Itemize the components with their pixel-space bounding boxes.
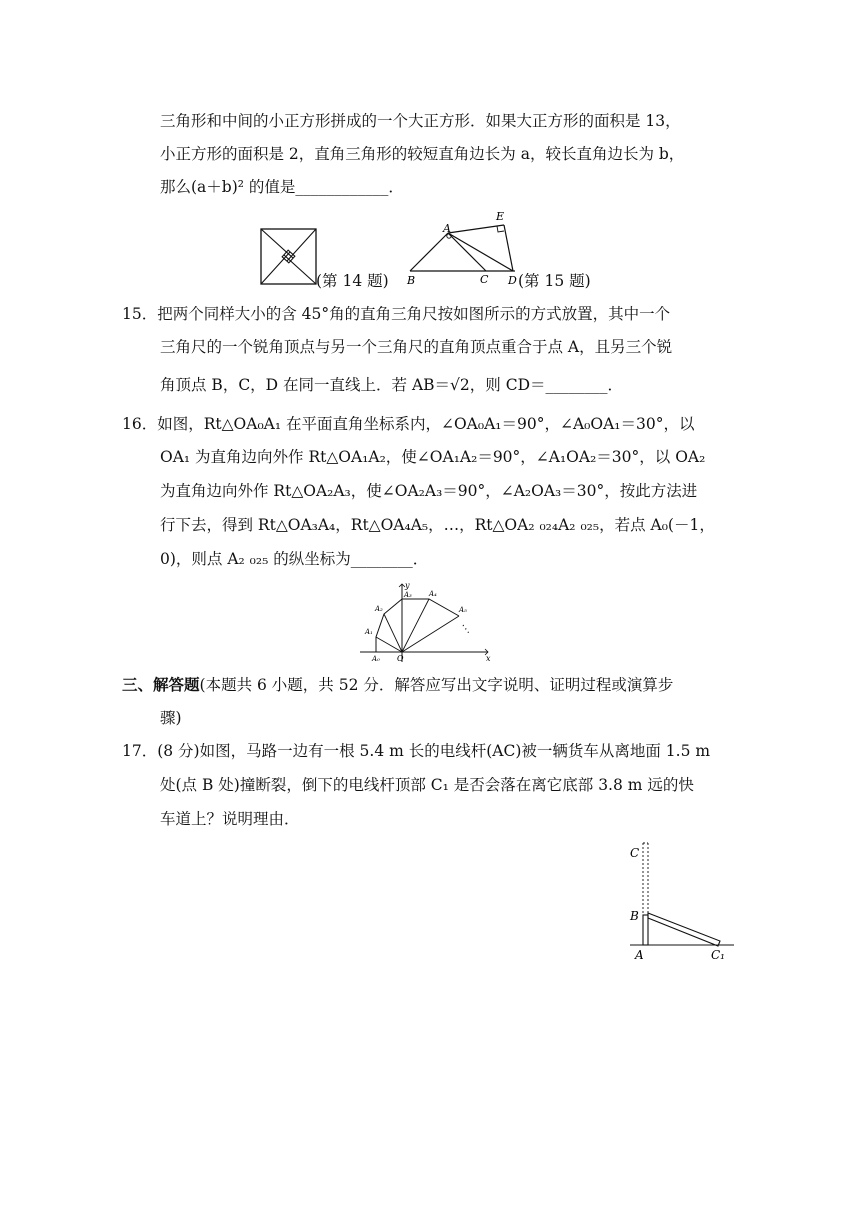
q17-text-line-2: 处(点 B 处)撞断裂，倒下的电线杆顶部 C₁ 是否会落在离它底部 3.8 m 远的快	[160, 776, 694, 794]
section3-description: (本题共 6 小题，共 52 分．解答应写出文字说明、证明过程或演算步	[199, 676, 674, 694]
q16-text-line-4: 行下去，得到 Rt△OA₃A₄，Rt△OA₄A₅，…，Rt△OA₂ ₀₂₄A₂ ₀₂₅，若点 A₀(－1，	[160, 516, 715, 534]
q16-text-line-3: 为直角边向外作 Rt△OA₂A₃，使∠OA₂A₃＝90°，∠A₂OA₃＝30°，按此方法进	[160, 482, 698, 500]
q16-label-A5: A₅	[459, 606, 467, 614]
q15-label-A: A	[443, 222, 451, 235]
q17-label-B: B	[630, 909, 639, 923]
q16-label-O: O	[397, 654, 404, 663]
q16-label-A0: A₀	[372, 655, 380, 663]
q15-caption: (第 15 题)	[518, 272, 591, 290]
q17-text-line-1: 17．(8 分)如图，马路一边有一根 5.4 m 长的电线杆(AC)被一辆货车从离地面 1.5 m	[122, 742, 711, 760]
q16-label-A3: A₃	[404, 591, 412, 599]
q15-label-D: D	[508, 274, 517, 287]
q15-label-C: C	[480, 273, 489, 286]
section3-title: 三、解答题	[122, 675, 200, 694]
q15-text-line-1: 15．把两个同样大小的含 45°角的直角三角尺按如图所示的方式放置，其中一个	[122, 305, 671, 323]
q16-label-x: x	[486, 654, 491, 663]
q14-text-line-3: 那么(a＋b)² 的值是____________．	[160, 178, 404, 196]
q16-label-A2: A₂	[375, 605, 383, 613]
q16-label-A1: A₁	[365, 628, 373, 636]
q16-label-y: y	[405, 581, 410, 590]
q15-text-line-2: 三角尺的一个锐角顶点与另一个三角尺的直角顶点重合于点 A，且另三个锐	[160, 338, 673, 356]
q17-figure	[626, 838, 738, 968]
q15-label-B: B	[407, 274, 416, 287]
q15-text-line-3: 角顶点 B，C，D 在同一直线上．若 AB＝√2，则 CD＝________．	[160, 376, 623, 394]
q16-label-dots: ⋱	[460, 624, 470, 635]
q17-label-A: A	[635, 948, 644, 962]
section3-description-cont: 骤)	[160, 709, 182, 727]
section3-heading	[122, 674, 673, 696]
q17-text-line-3: 车道上？说明理由．	[160, 810, 300, 828]
q14-figure	[260, 228, 318, 286]
q16-text-line-1: 16．如图，Rt△OA₀A₁ 在平面直角坐标系内，∠OA₀A₁＝90°，∠A₀OA₁＝30°，以	[122, 415, 695, 433]
q16-text-line-5: 0)，则点 A₂ ₀₂₅ 的纵坐标为________．	[160, 550, 429, 568]
q14-text-line-2: 小正方形的面积是 2，直角三角形的较短直角边长为 a，较长直角边长为 b，	[160, 145, 685, 163]
q16-text-line-2: OA₁ 为直角边向外作 Rt△OA₁A₂，使∠OA₁A₂＝90°，∠A₁OA₂＝30°，以 OA₂	[160, 448, 706, 466]
q16-label-A4: A₄	[429, 590, 437, 598]
q15-label-E: E	[496, 210, 505, 223]
q14-text-line-1: 三角形和中间的小正方形拼成的一个大正方形．如果大正方形的面积是 13，	[160, 112, 681, 130]
q17-label-C1: C₁	[711, 948, 725, 962]
q17-label-C: C	[630, 846, 640, 860]
q14-caption: (第 14 题)	[316, 272, 389, 290]
q15-figure	[400, 208, 525, 288]
q16-figure	[356, 580, 496, 664]
